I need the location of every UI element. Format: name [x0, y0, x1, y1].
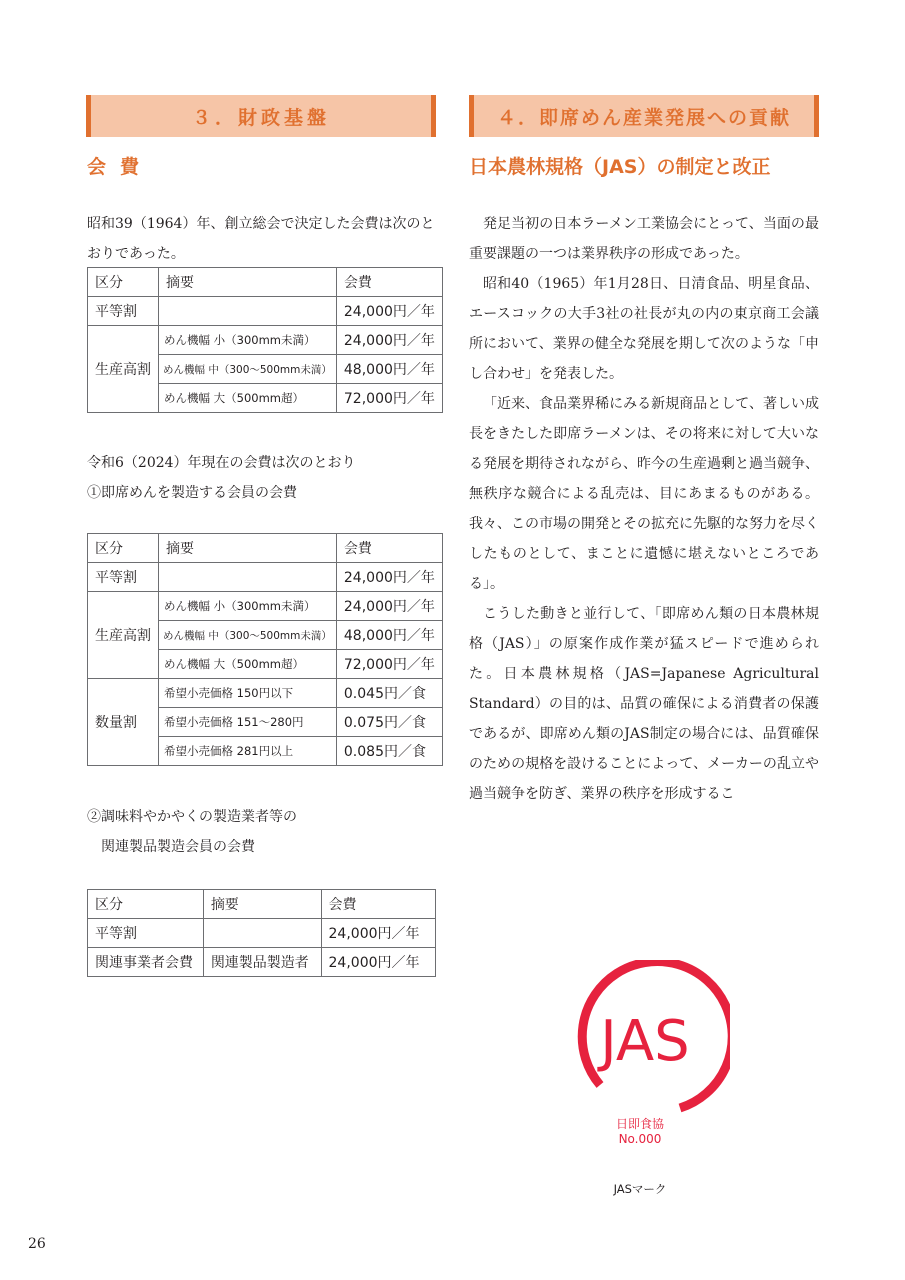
- table-row: [88, 919, 436, 948]
- table-row: [88, 679, 443, 708]
- intro-paragraph-related: [87, 802, 437, 862]
- body-paragraph: 発足当初の日本ラーメン工業協会にとって、当面の最重要課題の一つは業界秩序の形成であった。: [469, 216, 819, 262]
- header-cell: 区分: [88, 268, 159, 297]
- fee-cell: 24,000円／年: [336, 563, 442, 592]
- fee-cell: 48,000円／年: [336, 355, 442, 384]
- intro-paragraph-1964: 昭和39（1964）年、創立総会で決定した会費は次のとおりであった。: [87, 216, 435, 262]
- category-cell: 平等割: [88, 297, 159, 326]
- fee-cell: 0.045円／食: [336, 679, 442, 708]
- intro-2024-line: 令和6（2024）年現在の会費は次のとおり: [87, 455, 356, 471]
- header-cell: 摘要: [203, 890, 321, 919]
- note-cell: [159, 297, 337, 326]
- fee-cell: 24,000円／年: [336, 297, 442, 326]
- fee-cell: 24,000円／年: [321, 919, 435, 948]
- jas-body-text: [469, 209, 819, 809]
- note-cell: めん機幅 中（300～500mm未満）: [159, 621, 337, 650]
- header-cell: 区分: [88, 534, 159, 563]
- note-cell: [203, 919, 321, 948]
- table-header-row: [88, 890, 436, 919]
- section-heading-left: ３．財政基盤: [86, 95, 436, 137]
- header-cell: 区分: [88, 890, 204, 919]
- category-cell: 生産高割: [88, 592, 159, 679]
- intro-2024-subtitle: ①即席めんを製造する会員の会費: [87, 485, 297, 501]
- fee-cell: 72,000円／年: [336, 384, 442, 413]
- fee-table-related-members: [87, 889, 436, 977]
- fee-cell: 0.075円／食: [336, 708, 442, 737]
- table-row: [88, 592, 443, 621]
- section-heading-right: ４．即席めん産業発展への貢献: [469, 95, 819, 137]
- header-cell: 会費: [336, 534, 442, 563]
- jas-mark-caption: JASマーク: [613, 1182, 667, 1196]
- intro-paragraph-2024: [87, 448, 437, 508]
- note-cell: 希望小売価格 281円以上: [159, 737, 337, 766]
- table-header-row: [88, 534, 443, 563]
- jas-number-label: No.000: [618, 1132, 662, 1146]
- jas-association-label: 日即食協: [615, 1117, 664, 1131]
- fee-table-1964: [87, 267, 443, 413]
- page-number: 26: [28, 1236, 46, 1252]
- fee-cell: 72,000円／年: [336, 650, 442, 679]
- fee-table-2024-manufacturers: [87, 533, 443, 766]
- note-cell: 希望小売価格 151～280円: [159, 708, 337, 737]
- fee-cell: 24,000円／年: [336, 592, 442, 621]
- fee-cell: 24,000円／年: [336, 326, 442, 355]
- fee-cell: 48,000円／年: [336, 621, 442, 650]
- category-cell: 平等割: [88, 563, 159, 592]
- note-cell: めん機幅 大（500mm超）: [159, 650, 337, 679]
- note-cell: めん機幅 中（300～500mm未満）: [159, 355, 337, 384]
- subheading-fees: 会費: [87, 156, 154, 178]
- category-cell: 生産高割: [88, 326, 159, 413]
- fee-cell: 0.085円／食: [336, 737, 442, 766]
- category-cell: 関連事業者会費: [88, 948, 204, 977]
- note-cell: [159, 563, 337, 592]
- table-row: [88, 948, 436, 977]
- category-cell: 平等割: [88, 919, 204, 948]
- header-cell: 摘要: [159, 534, 337, 563]
- note-cell: めん機幅 大（500mm超）: [159, 384, 337, 413]
- note-cell: めん機幅 小（300mm未満）: [159, 592, 337, 621]
- table-row: [88, 297, 443, 326]
- jas-mark-text: JAS: [600, 1009, 690, 1074]
- body-paragraph: 昭和40（1965）年1月28日、日清食品、明星食品、エースコックの大手3社の社長が丸の内の東京商工会議所において、業界の健全な発展を期して次のような「申し合わせ」を発表した。: [469, 276, 819, 382]
- table-row: [88, 326, 443, 355]
- note-cell: 関連製品製造者: [203, 948, 321, 977]
- header-cell: 会費: [321, 890, 435, 919]
- category-cell: 数量割: [88, 679, 159, 766]
- table-row: [88, 563, 443, 592]
- intro-related-line: ②調味料やかやくの製造業者等の: [87, 809, 297, 825]
- subheading-jas: 日本農林規格（JAS）の制定と改正: [469, 156, 771, 178]
- header-cell: 摘要: [159, 268, 337, 297]
- body-paragraph: 「近来、食品業界稀にみる新規商品として、著しい成長をきたした即席ラーメンは、その将来に対して大いなる発展を期待されながら、昨今の生産過剰と過当競争、無秩序な競合による乱売は、目にあまるものがある。我々、この市場の開発とその拡充に先駆的な努力を尽くしたものとして、まことに遺憾に堪えないところである」。: [469, 396, 819, 592]
- fee-cell: 24,000円／年: [321, 948, 435, 977]
- table-header-row: [88, 268, 443, 297]
- header-cell: 会費: [336, 268, 442, 297]
- jas-mark-logo: [560, 960, 730, 1130]
- intro-related-line: 関連製品製造会員の会費: [101, 839, 255, 855]
- note-cell: 希望小売価格 150円以下: [159, 679, 337, 708]
- note-cell: めん機幅 小（300mm未満）: [159, 326, 337, 355]
- body-paragraph: こうした動きと並行して、「即席めん類の日本農林規格（JAS）」の原案作成作業が猛スピードで進められた。日本農林規格（JAS=Japanese Agricultural Standard）の目的は、品質の確保による消費者の保護であるが、即席めん類のJAS制定の場合には、品質確保のための規格を設けることによって、メーカーの乱立や過当競争を防ぎ、業界の秩序を形成するこ: [469, 606, 819, 802]
